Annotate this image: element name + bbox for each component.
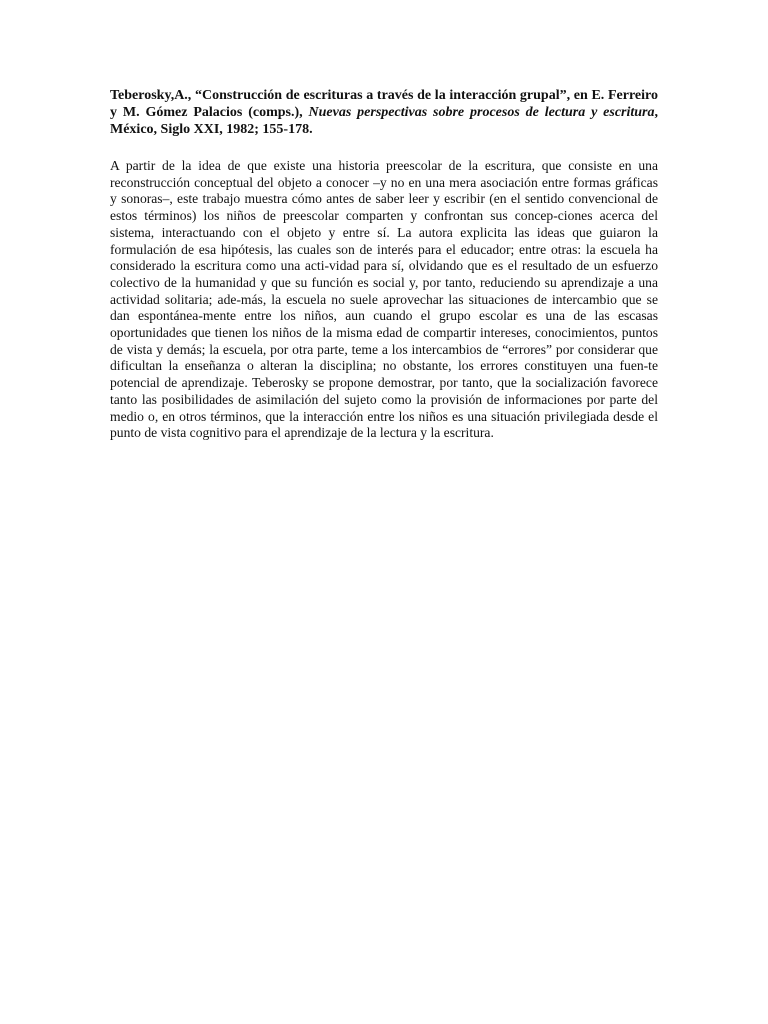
document-content <box>110 87 658 442</box>
citation-publisher-details: , México, Siglo XXI, 1982; 155-178. <box>110 105 659 137</box>
bibliographic-citation <box>110 87 658 138</box>
abstract-paragraph: A partir de la idea de que existe una historia preescolar de la escritura, que consiste en una reconstrucción conceptual del objeto a conocer –y no en una mera asociación entre formas gráficas y sonoras–, este trabajo muestra cómo antes de saber leer y escribir (en el sentido convencional de estos términos) los niños de preescolar comparten y confrontan sus concep-ciones acerca del sistema, interactuando con el objeto y entre sí. La autora explicita las ideas que guiaron la formulación de esa hipótesis, las cuales son de interés para el educador; entre otras: la escuela ha considerado la escritura como una acti-vidad para sí, olvidando que es el resultado de un esfuerzo colectivo de la humanidad y que su función es social y, por tanto, reduciendo su aprendizaje a una actividad solitaria; ade-más, la escuela no suele aprovechar las situaciones de intercambio que se dan espontánea-mente entre los niños, aun cuando el grupo escolar es una de las escasas oportunidades que tienen los niños de la misma edad de compartir intereses, conocimientos, puntos de vista y demás; la escuela, por otra parte, teme a los intercambios de “errores” por considerar que dificultan la enseñanza o alteran la disciplina; no obstante, los errores constituyen una fuen-te potencial de aprendizaje. Teberosky se propone demostrar, por tanto, que la socialización favorece tanto las posibilidades de asimilación del sujeto como la provisión de informaciones por parte del medio o, en otros términos, que la interacción entre los niños es una situación privilegiada desde el punto de vista cognitivo para el aprendizaje de la lectura y la escritura. <box>110 158 658 441</box>
citation-author-and-chapter: Teberosky,A., “Construcción de escrituras a través de la interacción grupal”, en E. Ferreiro y M. Gómez Palacios (comps.), <box>110 88 658 120</box>
citation-book-title: Nuevas perspectivas sobre procesos de lectura y escritura <box>308 105 655 120</box>
